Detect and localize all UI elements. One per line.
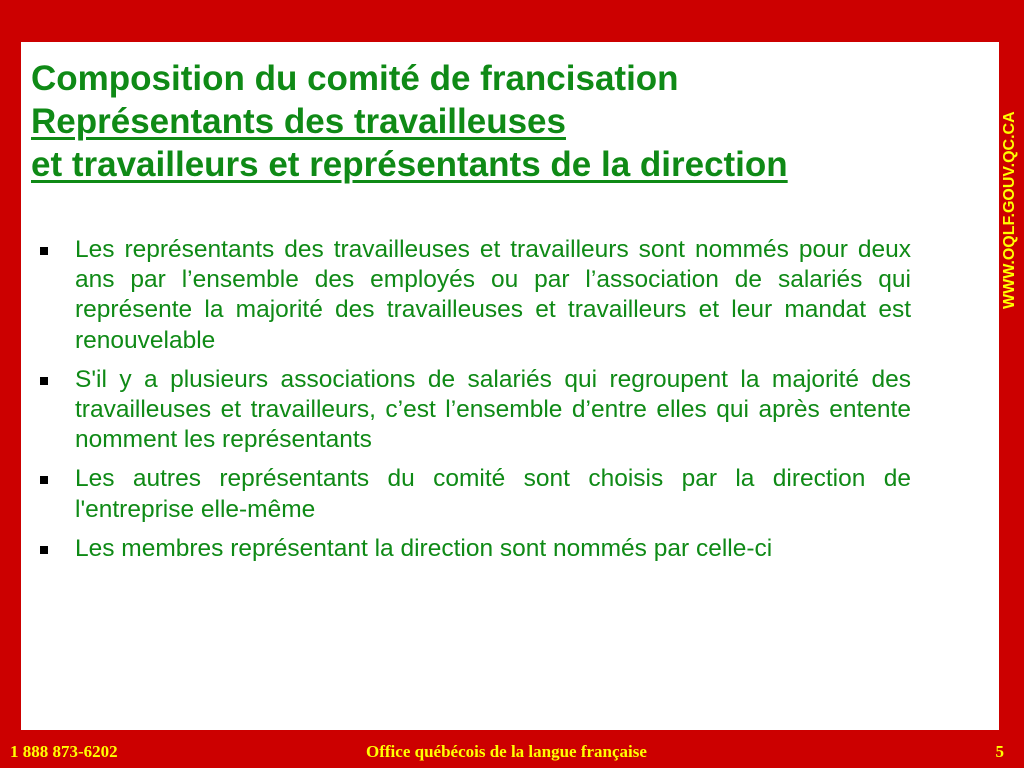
website-url: WWW.OQLF.GOUV.QC.CA bbox=[1001, 111, 1018, 309]
slide-content-panel bbox=[21, 42, 999, 730]
page-number: 5 bbox=[995, 742, 1004, 761]
footer bbox=[0, 736, 1024, 768]
bullet-item bbox=[35, 534, 911, 564]
bullet-text: S'il y a plusieurs associations de salariés qui regroupent la majorité des travailleuses et travailleurs, c’est l’ensemble d’entre elles qui après entente nomment les représentants bbox=[75, 365, 911, 454]
bullet-item bbox=[35, 235, 911, 356]
footer-organization: Office québécois de la langue française bbox=[366, 742, 647, 761]
square-bullet-icon bbox=[40, 476, 48, 484]
bullet-item bbox=[35, 464, 911, 524]
title-line-1: Composition du comité de francisation bbox=[31, 59, 679, 98]
slide-title bbox=[31, 57, 991, 186]
bullet-item bbox=[35, 365, 911, 456]
bullet-text: Les membres représentant la direction sont nommés par celle-ci bbox=[75, 534, 773, 562]
square-bullet-icon bbox=[40, 377, 48, 385]
title-line-2-text: Représentants des travailleuses bbox=[31, 102, 566, 141]
bullet-list bbox=[35, 235, 911, 573]
bullet-text: Les autres représentants du comité sont choisis par la direction de l'entreprise elle-même bbox=[75, 465, 911, 523]
square-bullet-icon bbox=[40, 247, 48, 255]
bullet-text: Les représentants des travailleuses et travailleurs sont nommés pour deux ans par l’ensemble des employés ou par l’association de salariés qui représente la majorité des travailleuses et travailleurs et leur mandat est renouvelable bbox=[75, 236, 911, 354]
title-line-2 bbox=[31, 100, 991, 143]
title-line-3 bbox=[31, 143, 991, 186]
square-bullet-icon bbox=[40, 546, 48, 554]
footer-phone: 1 888 873-6202 bbox=[10, 742, 118, 761]
title-line-3-text: et travailleurs et représentants de la direction bbox=[31, 145, 788, 184]
